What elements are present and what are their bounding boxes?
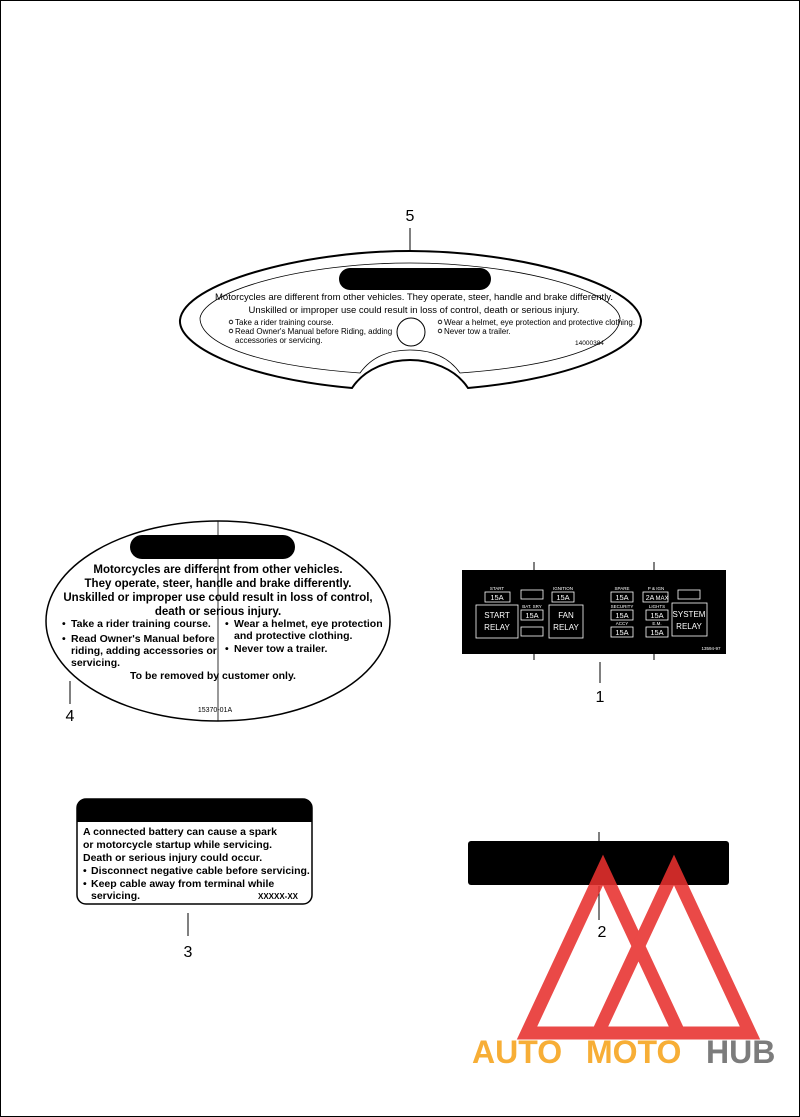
start-relay-label-2: RELAY: [484, 623, 510, 632]
label-4-line4: death or serious injury.: [154, 606, 282, 618]
bullet: •: [225, 618, 229, 630]
bullet: •: [62, 633, 66, 645]
fuse-accy-rating: 15A: [615, 628, 629, 637]
label-5-right2: Never tow a trailer.: [444, 327, 511, 336]
fuse-p-rating: 2A: [645, 595, 655, 602]
label-3-bullet2b: servicing.: [91, 890, 141, 902]
label-3-line3: Death or serious injury could occur.: [83, 852, 263, 864]
watermark-moto: MOTO: [586, 1034, 682, 1070]
label-security: SECURITY: [610, 604, 634, 609]
label-4-part-number: 15370-01A: [197, 707, 233, 714]
fuse-spare-rating: 15A: [615, 593, 629, 602]
label-ecm: E.M.: [652, 621, 662, 626]
label-ignition: IGNITION: [553, 586, 573, 591]
fan-relay-label-1: FAN: [558, 611, 574, 620]
label-accy: ACCY: [615, 621, 629, 626]
label-5-left1: Take a rider training course.: [235, 318, 334, 327]
label-lights: LIGHTS: [648, 604, 666, 609]
label-5-header-bar: [339, 268, 491, 290]
fuse-start-rating: 15A: [490, 593, 504, 602]
label-bat-sry: BAT. SRY: [522, 604, 542, 609]
system-relay-label-2: RELAY: [676, 622, 702, 631]
label-5-part-number: 14000384: [575, 340, 604, 347]
label-3-bullet1: Disconnect negative cable before servicing.: [91, 865, 310, 877]
label-4-bullet1: Take a rider training course.: [71, 618, 211, 630]
label-4-bullet2a: Read Owner's Manual before: [71, 633, 215, 645]
label-1: [462, 562, 726, 706]
label-3-bullet2a: Keep cable away from terminal while: [91, 878, 275, 890]
label-4-bullet4: Never tow a trailer.: [234, 643, 328, 655]
label-5-line2: Unskilled or improper use could result in loss of control, death or serious injury.: [248, 305, 580, 316]
label-3-line2: or motorcycle startup while servicing.: [83, 839, 273, 851]
watermark: [472, 870, 775, 1070]
label-p-ign: P & IGN: [647, 586, 665, 591]
fuse-p-max: MAX: [655, 596, 669, 602]
bullet: •: [83, 878, 87, 890]
fuse-security-rating: 15A: [615, 611, 629, 620]
label-4-bullet3b: and protective clothing.: [234, 630, 353, 642]
fan-relay-label-2: RELAY: [553, 623, 579, 632]
callout-3: 3: [183, 944, 193, 961]
label-4-line3: Unskilled or improper use could result in loss of control,: [63, 592, 373, 604]
fuse-ecm-rating: 15A: [650, 628, 664, 637]
label-5-right1: Wear a helmet, eye protection and protective clothing.: [444, 318, 636, 327]
label-4-line1: Motorcycles are different from other vehicles.: [93, 564, 343, 576]
start-relay-label-1: START: [484, 611, 510, 620]
label-5-left2b: accessories or servicing.: [235, 336, 323, 345]
callout-2: 2: [597, 924, 607, 941]
watermark-auto: AUTO: [472, 1034, 563, 1070]
system-relay-label-1: SYSTEM: [672, 610, 706, 619]
watermark-hub: HUB: [706, 1034, 776, 1070]
watermark-triangles: [527, 870, 750, 1033]
label-4-bullet2b: riding, adding accessories or: [71, 645, 217, 657]
bullet: •: [62, 618, 66, 630]
fuse-bat-rating: 15A: [525, 611, 539, 620]
label-4-removed-note: To be removed by customer only.: [130, 670, 296, 682]
label-3-line1: A connected battery can cause a spark: [83, 826, 277, 838]
bullet: •: [83, 865, 87, 877]
label-5-center-circle: [397, 318, 425, 346]
label-spare: SPARE: [614, 586, 630, 591]
label-5-left2a: Read Owner's Manual before Riding, adding: [235, 327, 393, 336]
bullet: •: [225, 643, 229, 655]
fuse-ignition-rating: 15A: [556, 593, 570, 602]
label-start-small: START: [489, 586, 505, 591]
label-3-part-number: XXXXX-XX: [258, 892, 299, 901]
label-5: [180, 208, 641, 388]
callout-4: 4: [65, 708, 75, 725]
label-3-header-bar: [77, 799, 312, 822]
label-4-line2: They operate, steer, handle and brake differently.: [84, 578, 352, 590]
label-4-header-bar: [130, 535, 295, 559]
label-1-part-number: 13594-97: [701, 646, 721, 651]
callout-1: 1: [595, 689, 605, 706]
label-4: [46, 521, 390, 725]
callout-5: 5: [405, 208, 415, 225]
label-3: [77, 799, 312, 961]
label-4-bullet2c: servicing.: [71, 657, 121, 669]
fuse-lights-rating: 15A: [650, 611, 664, 620]
label-4-bullet3a: Wear a helmet, eye protection: [234, 618, 383, 630]
label-5-line1: Motorcycles are different from other vehicles. They operate, steer, handle and brake differently.: [215, 292, 613, 303]
